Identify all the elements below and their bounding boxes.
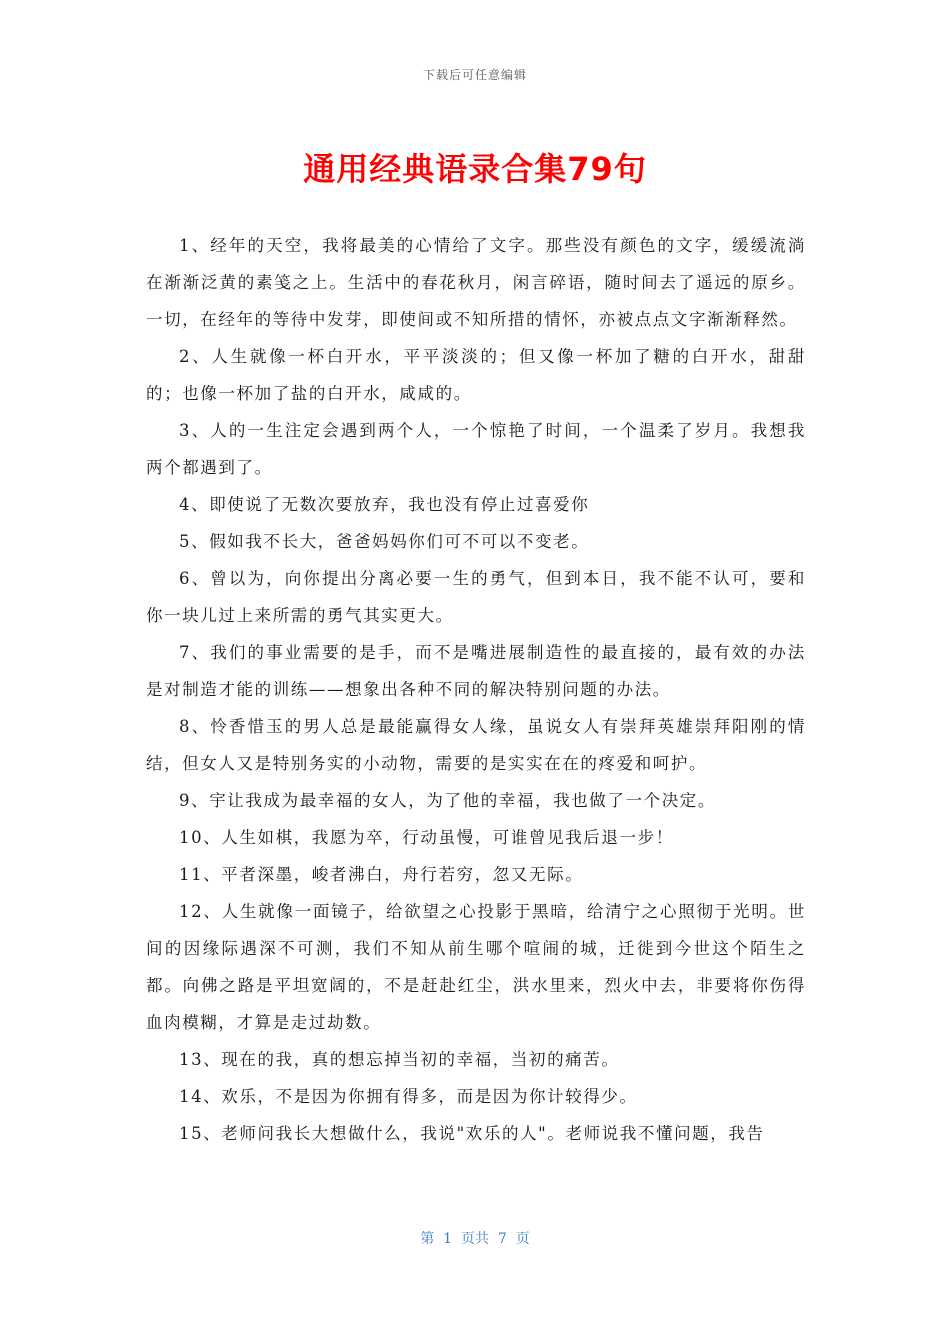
paragraph: 13、现在的我，真的想忘掉当初的幸福，当初的痛苦。: [179, 1050, 620, 1069]
paragraph: 5、假如我不长大，爸爸妈妈你们可不可以不变老。: [179, 532, 590, 551]
paragraph: 4、即使说了无数次要放弃，我也没有停止过喜爱你: [179, 495, 590, 514]
document-title: 通用经典语录合集79句: [303, 150, 647, 188]
paragraph: 9、宇让我成为最幸福的女人，为了他的幸福，我也做了一个决定。: [179, 791, 716, 810]
paragraph: 6、曾以为，向你提出分离必要一生的勇气，但到本日，我不能不认可，要和你一块儿过上来所需的勇气其实更大。: [146, 569, 806, 625]
paragraph: 1、经年的天空，我将最美的心情给了文字。那些没有颜色的文字，缓缓流淌在渐渐泛黄的素笺之上。生活中的春花秋月，闲言碎语，随时间去了遥远的原乡。一切，在经年的等待中发芽，即使间或不知所措的情怀，亦被点点文字渐渐释然。: [146, 236, 806, 329]
paragraph: 12、人生就像一面镜子，给欲望之心投影于黑暗，给清宁之心照彻于光明。世间的因缘际遇深不可测，我们不知从前生哪个喧闹的城，迁徙到今世这个陌生之都。向佛之路是平坦宽阔的，不是赶赴红尘，洪水里来，烈火中去，非要将你伤得血肉模糊，才算是走过劫数。: [146, 902, 806, 1032]
paragraph: 10、人生如棋，我愿为卒，行动虽慢，可谁曾见我后退一步！: [179, 828, 674, 847]
paragraph: 11、平者深墨，峻者沸白，舟行若穷，忽又无际。: [179, 865, 584, 884]
paragraph: 14、欢乐，不是因为你拥有得多，而是因为你计较得少。: [179, 1087, 638, 1106]
paragraph: 8、怜香惜玉的男人总是最能赢得女人缘，虽说女人有崇拜英雄崇拜阳刚的情结，但女人又是特别务实的小动物，需要的是实实在在的疼爱和呵护。: [146, 717, 806, 773]
document-body: [146, 227, 806, 1152]
page-header-note: 下载后可任意编辑: [422, 68, 527, 82]
paragraph: 2、人生就像一杯白开水，平平淡淡的；但又像一杯加了糖的白开水，甜甜的；也像一杯加了盐的白开水，咸咸的。: [146, 347, 806, 403]
paragraph: 7、我们的事业需要的是手，而不是嘴进展制造性的最直接的，最有效的办法是对制造才能的训练——想象出各种不同的解决特别问题的办法。: [146, 643, 806, 699]
page-number-footer: 第 1 页共 7 页: [420, 1231, 530, 1247]
paragraph: 15、老师问我长大想做什么，我说"欢乐的人"。老师说我不懂问题，我告: [179, 1124, 765, 1143]
paragraph: 3、人的一生注定会遇到两个人，一个惊艳了时间，一个温柔了岁月。我想我两个都遇到了。: [146, 421, 806, 477]
